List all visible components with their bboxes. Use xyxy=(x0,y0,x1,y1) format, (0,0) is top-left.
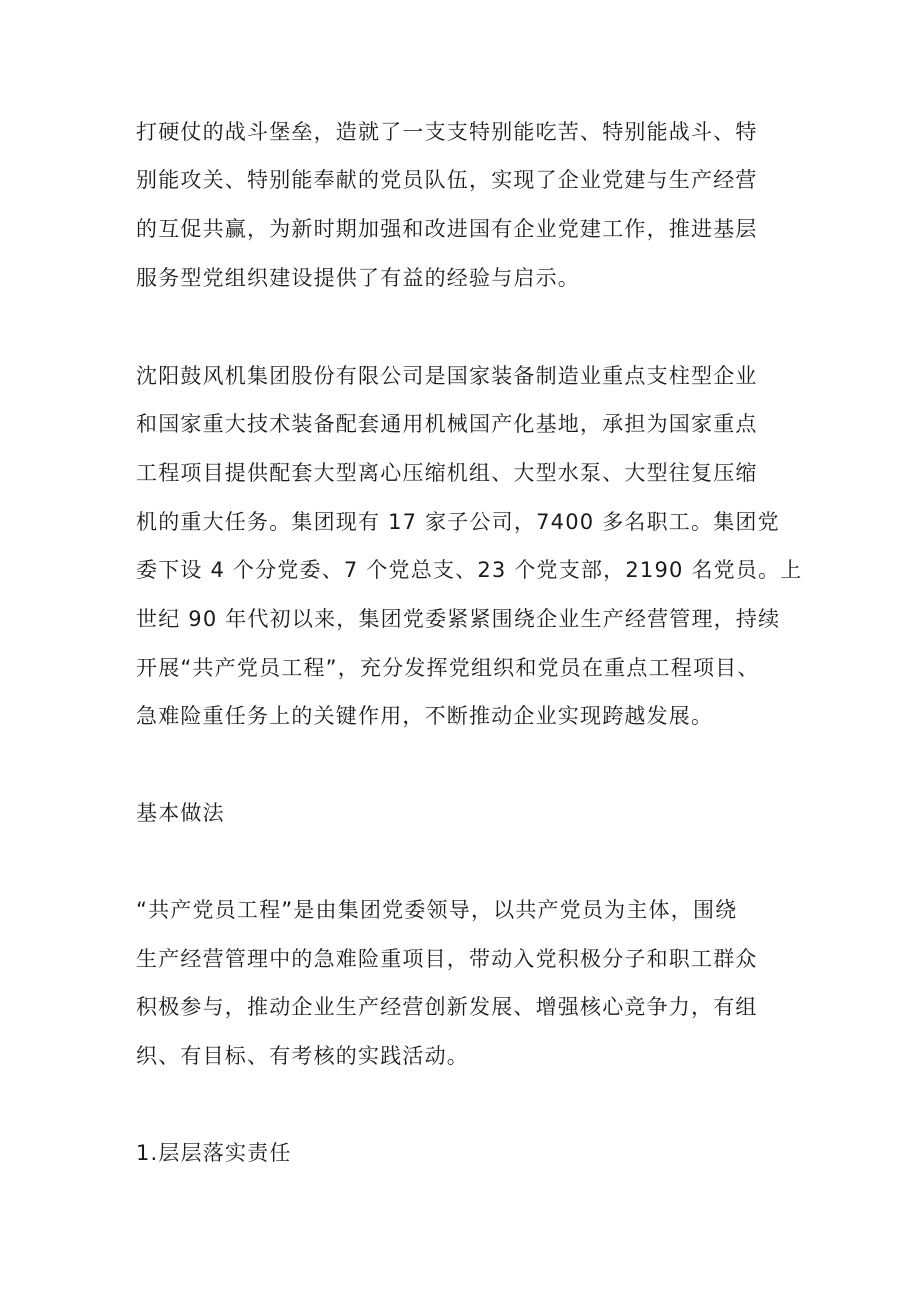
section-heading-basic-practice: 基本做法 xyxy=(136,801,225,825)
paragraph-1-line-2: 别能攻关、特别能奉献的党员队伍，实现了企业党建与生产经营 xyxy=(136,168,758,192)
paragraph-3-line-4: 织、有目标、有考核的实践活动。 xyxy=(136,1044,469,1068)
paragraph-1-line-1: 打硬仗的战斗堡垒，造就了一支支特别能吃苦、特别能战斗、特 xyxy=(136,120,758,144)
paragraph-2-line-1: 沈阳鼓风机集团股份有限公司是国家装备制造业重点支柱型企业 xyxy=(136,364,758,388)
paragraph-3-line-3: 积极参与，推动企业生产经营创新发展、增强核心竞争力，有组 xyxy=(136,995,758,1019)
paragraph-2-line-6: 世纪 90 年代初以来，集团党委紧紧围绕企业生产经营管理，持续 xyxy=(136,607,781,631)
paragraph-2-line-3: 工程项目提供配套大型离心压缩机组、大型水泵、大型往复压缩 xyxy=(136,461,758,485)
section-heading-responsibility: 1.层层落实责任 xyxy=(136,1141,292,1165)
paragraph-2-line-7: 开展“共产党员工程”，充分发挥党组织和党员在重点工程项目、 xyxy=(136,656,760,680)
paragraph-3-line-2: 生产经营管理中的急难险重项目，带动入党积极分子和职工群众 xyxy=(136,947,758,971)
paragraph-2-line-2: 和国家重大技术装备配套通用机械国产化基地，承担为国家重点 xyxy=(136,412,758,436)
paragraph-2-line-5: 委下设 4 个分党委、7 个党总支、23 个党支部，2190 名党员。上 xyxy=(136,558,803,582)
paragraph-1-line-3: 的互促共赢，为新时期加强和改进国有企业党建工作，推进基层 xyxy=(136,217,758,241)
paragraph-3-line-1: “共产党员工程”是由集团党委领导，以共产党员为主体，围绕 xyxy=(136,898,738,922)
paragraph-1-line-4: 服务型党组织建设提供了有益的经验与启示。 xyxy=(136,266,580,290)
paragraph-2-line-8: 急难险重任务上的关键作用，不断推动企业实现跨越发展。 xyxy=(136,704,714,728)
paragraph-2-line-4: 机的重大任务。集团现有 17 家子公司，7400 多名职工。集团党 xyxy=(136,510,780,534)
